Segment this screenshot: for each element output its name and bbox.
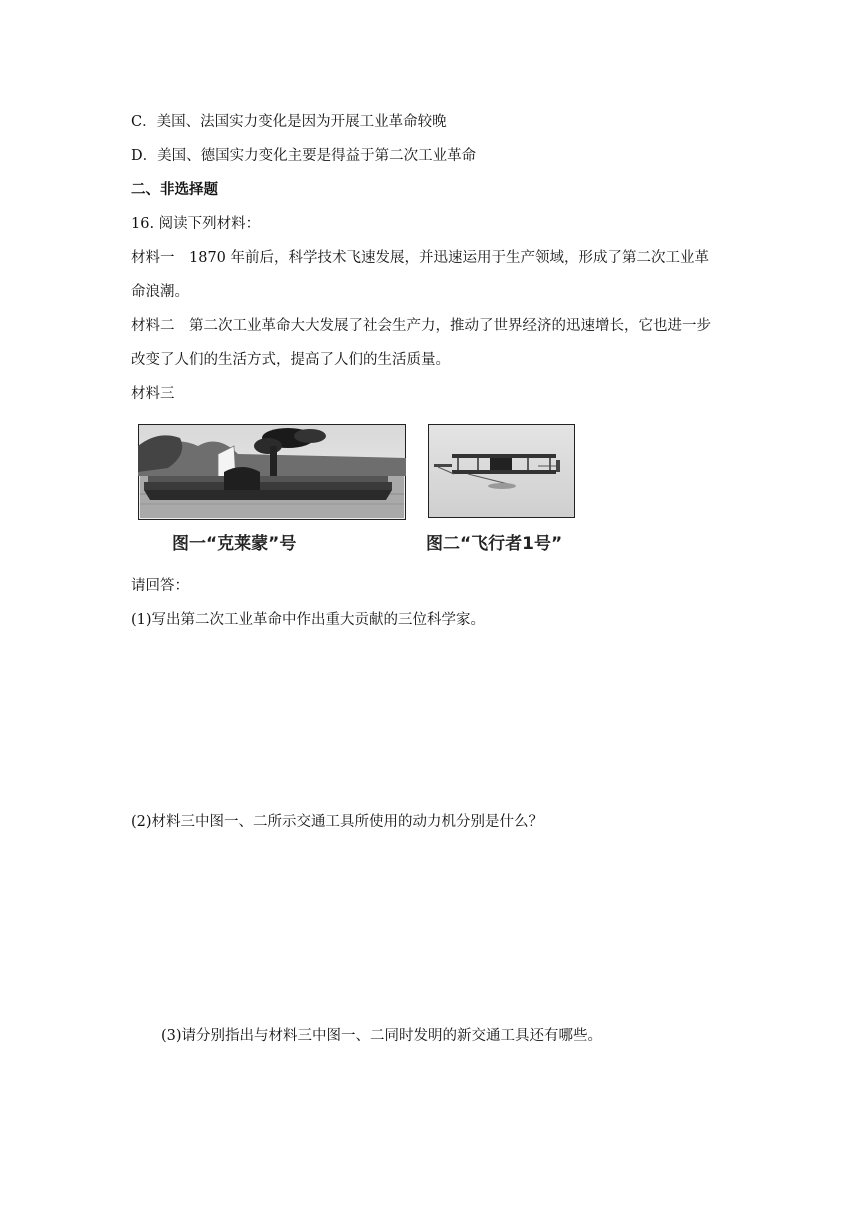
section-title: 二、非选择题 — [131, 181, 218, 198]
figure-1-caption: 图一“克莱蒙”号 — [172, 534, 297, 554]
material-1-line-1: 材料一 1870 年前后，科学技术飞速发展，并迅速运用于生产领域，形成了第二次工业革 — [131, 250, 710, 266]
option-d: D．美国、德国实力变化主要是得益于第二次工业革命 — [131, 148, 477, 164]
option-c: C．美国、法国实力变化是因为开展工业革命较晚 — [131, 114, 447, 130]
sub-question-3: (3)请分别指出与材料三中图一、二同时发明的新交通工具还有哪些。 — [161, 1028, 603, 1044]
steamboat-figure — [138, 424, 406, 520]
answer-prompt: 请回答： — [131, 578, 189, 594]
material-1-line-2: 命浪潮。 — [131, 284, 189, 300]
steamboat-image — [138, 424, 406, 520]
sub-question-1: (1)写出第二次工业革命中作出重大贡献的三位科学家。 — [131, 612, 486, 628]
sub-question-2: (2)材料三中图一、二所示交通工具所使用的动力机分别是什么？ — [131, 814, 544, 830]
figure-2-caption: 图二“飞行者1号” — [426, 534, 563, 554]
material-2-line-2: 改变了人们的生活方式，提高了人们的生活质量。 — [131, 352, 450, 368]
airplane-figure — [428, 424, 575, 518]
material-3-label: 材料三 — [131, 386, 175, 402]
material-2-line-1: 材料二 第二次工业革命大大发展了社会生产力，推动了世界经济的迅速增长，它也进一步 — [131, 318, 711, 334]
question-intro: 16. 阅读下列材料： — [131, 216, 261, 232]
airplane-image — [428, 424, 575, 518]
